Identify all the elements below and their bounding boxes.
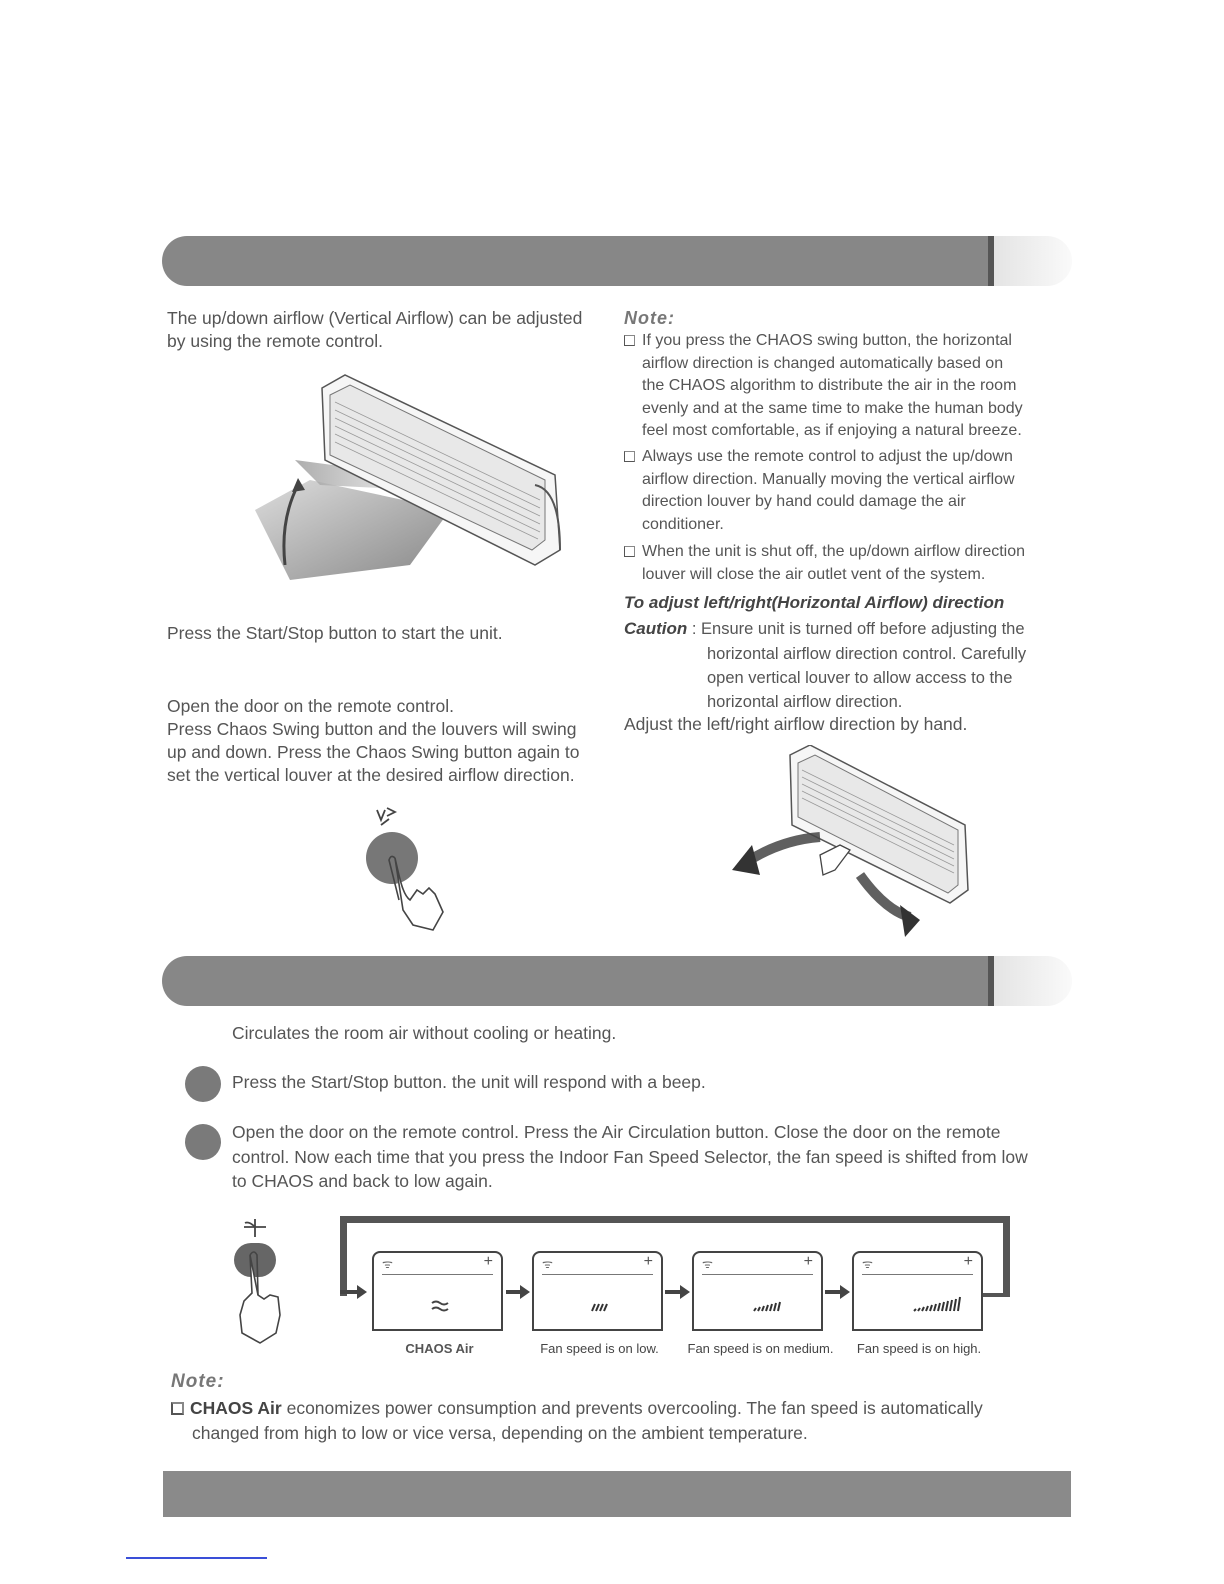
step-1-bullet bbox=[185, 1066, 221, 1102]
note-line: feel most comfortable, as if enjoying a natural breeze. bbox=[642, 422, 1022, 440]
air-circulation-intro: Circulates the room air without cooling or heating. bbox=[232, 1023, 617, 1043]
step2-line: Press Chaos Swing button and the louvers will swing bbox=[167, 719, 577, 739]
caution-line: Ensure unit is turned off before adjusting the bbox=[701, 620, 1025, 638]
wifi-icon: ᯤ bbox=[542, 1257, 553, 1271]
caption-fan-high: Fan speed is on high. bbox=[856, 1341, 982, 1356]
section-header-bar-air-circulation bbox=[162, 956, 988, 1006]
caption-fan-medium: Fan speed is on medium. bbox=[687, 1341, 834, 1356]
display-panel-fan-low bbox=[532, 1251, 663, 1331]
note-line: louver will close the air outlet vent of the system. bbox=[642, 565, 986, 583]
fan-icon: + bbox=[483, 1253, 493, 1270]
intro-line: by using the remote control. bbox=[167, 331, 383, 351]
step2-line: Open the door on the remote control. bbox=[167, 696, 454, 716]
fan-speed-high-icon bbox=[912, 1293, 966, 1313]
fan-speed-button-hand-illustration bbox=[222, 1215, 302, 1350]
step2-line: Open the door on the remote control. Press the Air Circulation button. Close the door on the remote bbox=[232, 1122, 1001, 1142]
air-circulation-step-1: Press the Start/Stop button. the unit will respond with a beep. bbox=[232, 1072, 706, 1092]
caption-chaos-air: CHAOS Air bbox=[405, 1341, 474, 1356]
intro-line: The up/down airflow (Vertical Airflow) can be adjusted bbox=[167, 308, 583, 328]
fan-icon bbox=[244, 1219, 266, 1237]
footer-bar bbox=[163, 1471, 1071, 1517]
footer-link-underline bbox=[126, 1557, 267, 1559]
caution-line: horizontal airflow direction control. Carefully bbox=[707, 645, 1027, 663]
vertical-airflow-step-2 bbox=[167, 695, 607, 787]
caution-line: open vertical louver to allow access to the bbox=[707, 669, 1013, 687]
chaos-air-note bbox=[171, 1396, 1071, 1446]
checkbox-bullet-icon bbox=[171, 1402, 184, 1415]
arrow-right-icon bbox=[357, 1285, 367, 1299]
note-line: changed from high to low or vice versa, depending on the ambient temperature. bbox=[192, 1423, 808, 1443]
note-line: economizes power consumption and prevents overcooling. The fan speed is automatically bbox=[281, 1398, 983, 1418]
wifi-icon: ᯤ bbox=[862, 1257, 873, 1271]
caution-label: Caution bbox=[624, 619, 688, 638]
adjust-horizontal-text: Adjust the left/right airflow direction by hand. bbox=[624, 714, 968, 734]
vertical-airflow-step-1: Press the Start/Stop button to start the unit. bbox=[167, 623, 503, 643]
step2-line: to CHAOS and back to low again. bbox=[232, 1171, 493, 1191]
step-2-bullet bbox=[185, 1124, 221, 1160]
loop-return-line bbox=[983, 1293, 1010, 1297]
note-line: evenly and at the same time to make the human body bbox=[642, 399, 1023, 417]
caution-block bbox=[624, 617, 1025, 641]
vertical-airflow-intro bbox=[167, 307, 607, 353]
fan-speed-medium-icon bbox=[752, 1297, 786, 1313]
horizontal-airflow-heading: To adjust left/right(Horizontal Airflow) direction bbox=[624, 593, 1005, 612]
note-line: conditioner. bbox=[642, 515, 724, 533]
arrow-shaft bbox=[340, 1290, 358, 1294]
fan-speed-low-icon bbox=[590, 1301, 610, 1313]
caution-separator: : bbox=[687, 620, 702, 638]
section-header-bar-fade bbox=[994, 236, 1072, 286]
chaos-air-icon bbox=[430, 1299, 452, 1313]
ac-unit-horizontal-airflow-illustration bbox=[720, 745, 980, 940]
note-line: airflow direction. Manually moving the vertical airflow bbox=[642, 470, 1015, 488]
caption-fan-low: Fan speed is on low. bbox=[540, 1341, 659, 1356]
note-line: If you press the CHAOS swing button, the horizontal bbox=[642, 332, 1012, 349]
fan-icon: + bbox=[963, 1253, 973, 1270]
swing-icon bbox=[377, 808, 395, 825]
note-item-chaos-swing bbox=[624, 330, 1064, 443]
step2-line: up and down. Press the Chaos Swing button again to bbox=[167, 742, 580, 762]
note-heading-2: Note: bbox=[171, 1371, 225, 1392]
ac-unit-vertical-airflow-illustration bbox=[250, 360, 580, 585]
step2-line: control. Now each time that you press the Indoor Fan Speed Selector, the fan speed is shifted from low bbox=[232, 1146, 1028, 1167]
note-item-use-remote bbox=[624, 446, 1064, 536]
caution-continuation bbox=[707, 642, 1026, 714]
chaos-swing-button-hand-illustration bbox=[355, 800, 465, 935]
note-line: the CHAOS algorithm to distribute the air in the room bbox=[642, 377, 1017, 395]
step2-line: set the vertical louver at the desired airflow direction. bbox=[167, 765, 575, 785]
display-panel-chaos-air bbox=[372, 1251, 503, 1331]
section-header-bar-fade bbox=[994, 956, 1072, 1006]
air-circulation-step-2 bbox=[232, 1120, 1028, 1194]
arrow-shaft bbox=[825, 1290, 842, 1294]
wifi-icon: ᯤ bbox=[702, 1257, 713, 1271]
note-bold-term: CHAOS Air bbox=[190, 1398, 282, 1418]
note-item-shut-off bbox=[624, 541, 1064, 586]
fan-icon: + bbox=[803, 1253, 813, 1270]
arrow-shaft bbox=[665, 1290, 682, 1294]
fan-icon: + bbox=[643, 1253, 653, 1270]
wifi-icon: ᯤ bbox=[382, 1257, 393, 1271]
checkbox-bullet-icon bbox=[624, 335, 635, 346]
display-panel-fan-medium bbox=[692, 1251, 823, 1331]
arrow-shaft bbox=[506, 1290, 522, 1294]
section-header-bar-vertical-airflow bbox=[162, 236, 988, 286]
note-line: When the unit is shut off, the up/down airflow direction bbox=[642, 543, 1026, 560]
note-line: Always use the remote control to adjust the up/down bbox=[642, 448, 1013, 465]
caution-line: horizontal airflow direction. bbox=[707, 693, 903, 711]
note-line: airflow direction is changed automatically based on bbox=[642, 354, 1004, 372]
checkbox-bullet-icon bbox=[624, 451, 635, 462]
display-panel-fan-high bbox=[852, 1251, 983, 1331]
note-line: direction louver by hand could damage the air bbox=[642, 493, 966, 511]
note-heading-1: Note: bbox=[624, 308, 675, 328]
checkbox-bullet-icon bbox=[624, 546, 635, 557]
